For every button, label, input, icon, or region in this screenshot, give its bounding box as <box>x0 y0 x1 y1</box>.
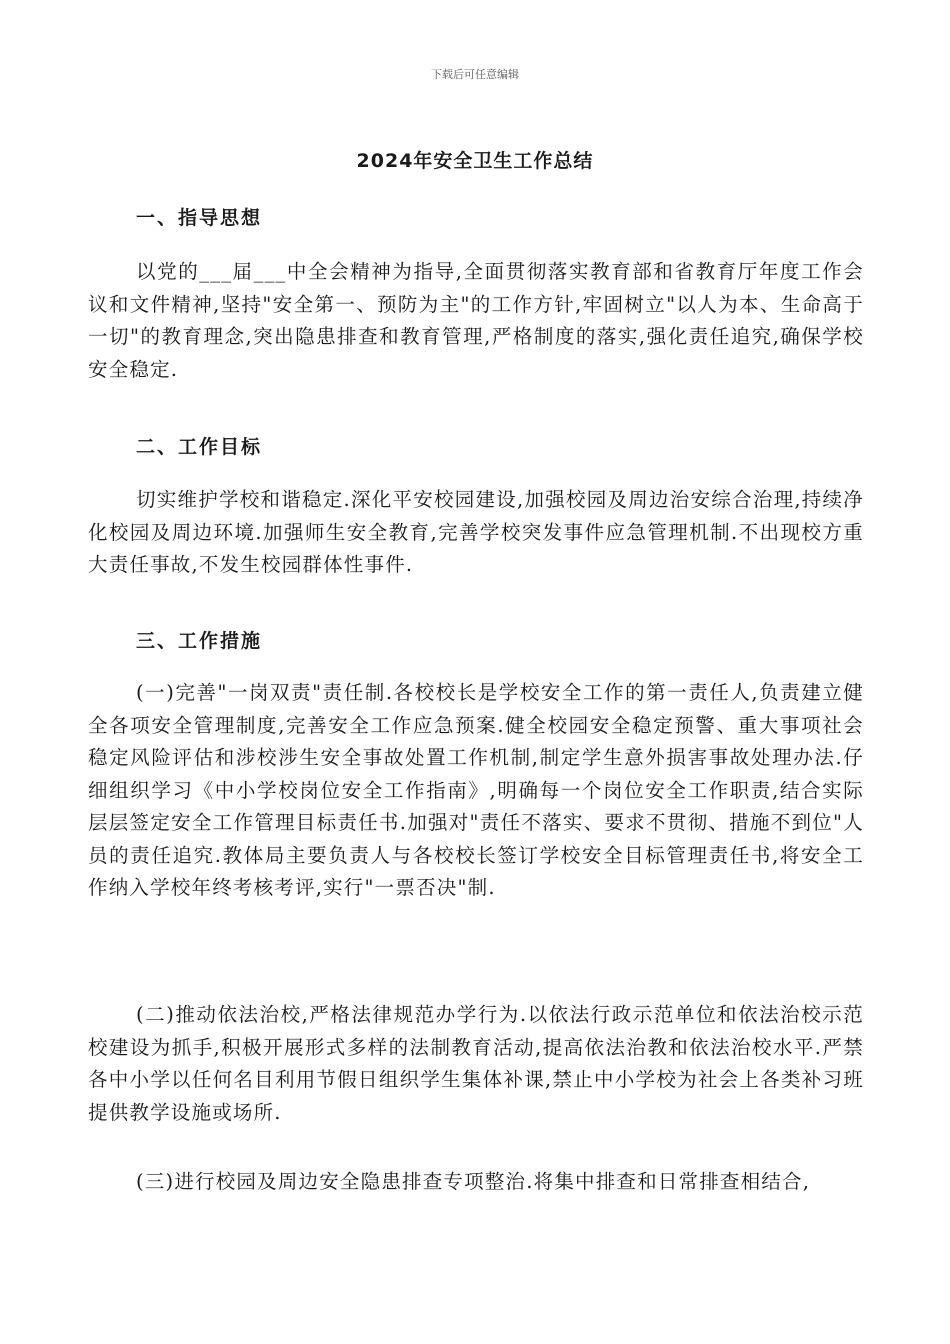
paragraph-measure-1: (一)完善"一岗双责"责任制.各校校长是学校安全工作的第一责任人,负责建立健全各项安全管理制度,完善安全工作应急预案.健全校园安全稳定预警、重大事项社会稳定风险评估和涉校涉生安全事故处置工作机制,制定学生意外损害事故处理办法.仔细组织学习《中小学校岗位安全工作指南》,明确每一个岗位安全工作职责,结合实际层层签定安全工作管理目标责任书.加强对"责任不落实、要求不贯彻、措施不到位"人员的责任追究.教体局主要负责人与各校校长签订学校安全目标管理责任书,将安全工作纳入学校年终考核考评,实行"一票否决"制. <box>88 681 864 899</box>
section-heading-work-goals: 二、工作目标 <box>136 436 263 458</box>
paragraph-guiding-ideology: 以党的___届___中全会精神为指导,全面贯彻落实教育部和省教育厅年度工作会议和文件精神,坚持"安全第一、预防为主"的工作方针,牢固树立"以人为本、生命高于一切"的教育理念,突出隐患排查和教育管理,严格制度的落实,强化责任追究,确保学校安全稳定. <box>88 260 864 381</box>
section-heading-guiding-ideology: 一、指导思想 <box>136 207 263 229</box>
section-heading-work-measures: 三、工作措施 <box>136 630 263 652</box>
paragraph-work-goals: 切实维护学校和谐稳定.深化平安校园建设,加强校园及周边治安综合治理,持续净化校园及周边环境.加强师生安全教育,完善学校突发事件应急管理机制.不出现校方重大责任事故,不发生校园群体性事件. <box>88 488 864 576</box>
paragraph-measure-3: (三)进行校园及周边安全隐患排查专项整治.将集中排查和日常排查相结合, <box>136 1170 811 1193</box>
paragraph-measure-2: (二)推动依法治校,严格法律规范办学行为.以依法行政示范单位和依法治校示范校建设为抓手,积极开展形式多样的法制教育活动,提高依法治教和依法治校水平.严禁各中小学以任何名目利用节假日组织学生集体补课,禁止中小学校为社会上各类补习班提供教学设施或场所. <box>88 1003 864 1124</box>
document-title: 2024年安全卫生工作总结 <box>356 150 594 172</box>
header-note: 下载后可任意编辑 <box>431 68 519 81</box>
